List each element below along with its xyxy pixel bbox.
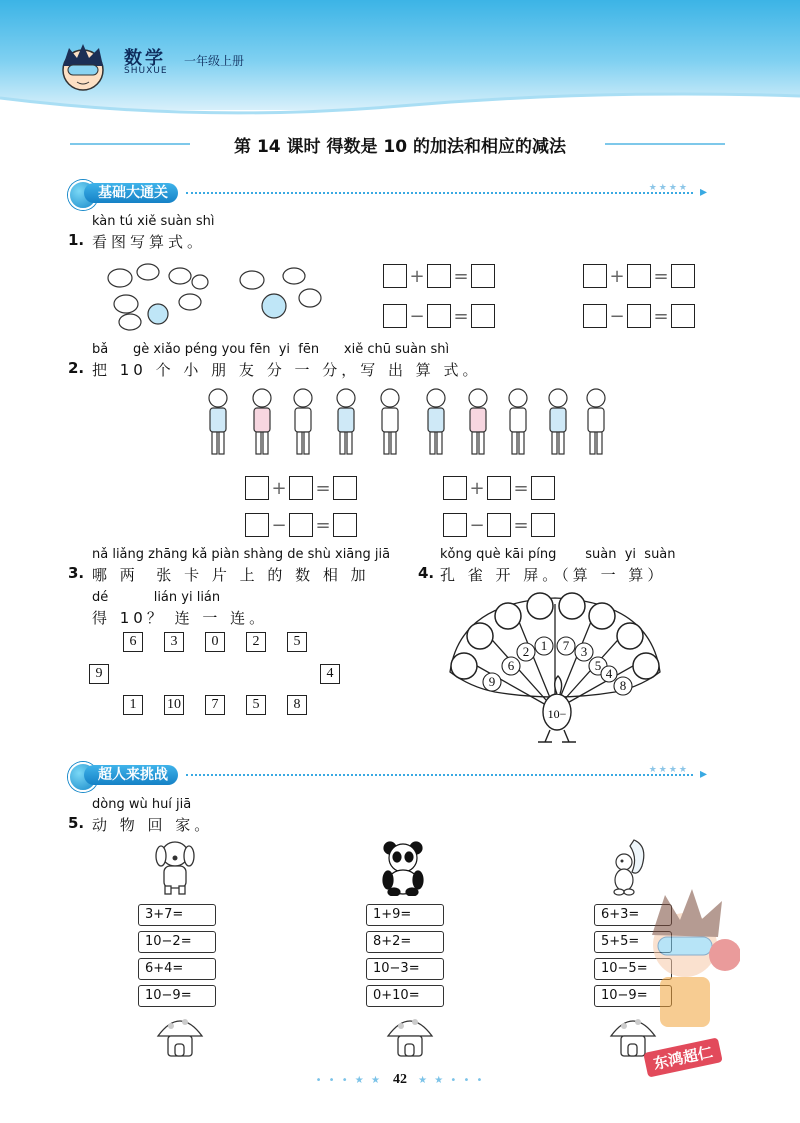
answer-box[interactable] — [583, 304, 607, 328]
feather-number: 1 — [540, 638, 548, 653]
answer-box[interactable] — [443, 476, 467, 500]
panda-problem[interactable]: 1+9= — [366, 904, 444, 926]
q1-number: 1. — [68, 231, 85, 249]
q1-equation-sub-2: − = — [583, 302, 695, 330]
number-card[interactable]: 10 — [164, 695, 184, 715]
q1-equation-add-2: + = — [583, 262, 695, 290]
answer-box[interactable] — [531, 513, 555, 537]
q1-equation-add-1: + = — [383, 262, 495, 290]
number-card[interactable]: 0 — [205, 632, 225, 652]
dog-problem[interactable]: 3+7= — [138, 904, 216, 926]
q4-text: 孔 雀 开 屏。（算 一 算） — [440, 566, 667, 584]
q2-equation-sub-1: − = — [245, 511, 357, 539]
q5-pinyin: dòng wù huí jiā — [92, 797, 192, 812]
answer-box[interactable] — [487, 513, 511, 537]
answer-box[interactable] — [333, 513, 357, 537]
feather-number: 9 — [488, 674, 496, 689]
q3-pinyin-1: nǎ liǎng zhāng kǎ piàn shàng de shù xiāng jiā — [92, 547, 391, 562]
section-label: 超人来挑战 — [84, 765, 178, 785]
q1-equation-sub-1: − = — [383, 302, 495, 330]
feather-number: 7 — [562, 638, 570, 653]
number-card[interactable]: 1 — [123, 695, 143, 715]
number-card[interactable]: 5 — [287, 632, 307, 652]
peacock-body-label: 10− — [547, 707, 567, 721]
feather-number: 5 — [594, 658, 602, 673]
squirrel-problem[interactable]: 5+5= — [594, 931, 672, 953]
answer-box[interactable] — [245, 513, 269, 537]
stars-icon: ★★★★ — [648, 183, 689, 193]
panda-icon — [378, 840, 428, 896]
section-banner-challenge — [68, 762, 713, 788]
number-card[interactable]: 3 — [164, 632, 184, 652]
answer-box[interactable] — [443, 513, 467, 537]
number-card[interactable]: 9 — [89, 664, 109, 684]
squirrel-problem[interactable]: 10−5= — [594, 958, 672, 980]
answer-box[interactable] — [531, 476, 555, 500]
answer-box[interactable] — [289, 513, 313, 537]
feather-number: 2 — [522, 644, 530, 659]
q1-text: 看图写算式。 — [92, 233, 207, 251]
q4-pinyin: kǒng què kāi píng suàn yi suàn — [440, 547, 676, 562]
q5-number: 5. — [68, 814, 85, 832]
q2-text: 把 10 个 小 朋 友 分 一 分，写 出 算 式。 — [92, 361, 482, 379]
number-card[interactable]: 4 — [320, 664, 340, 684]
q5-text: 动 物 回 家。 — [92, 816, 214, 834]
answer-box[interactable] — [671, 264, 695, 288]
q2-equation-add-2: + = — [443, 474, 555, 502]
cats-group-picture — [100, 258, 220, 333]
squirrel-problem[interactable]: 6+3= — [594, 904, 672, 926]
peacock-picture — [440, 592, 670, 747]
number-card[interactable]: 2 — [246, 632, 266, 652]
section-banner-basic — [68, 180, 713, 206]
children-picture — [200, 386, 620, 461]
q3-number: 3. — [68, 564, 85, 582]
q3-text-2: 得 10？ 连 一 连。 — [92, 609, 269, 627]
arrow-icon: ▸ — [699, 766, 707, 782]
mascot-icon — [55, 40, 111, 96]
answer-box[interactable] — [289, 476, 313, 500]
q2-equation-sub-2: − = — [443, 511, 555, 539]
grade-label: 一年级上册 — [184, 54, 245, 68]
q3-text-1: 哪 两 张 卡 片 上 的 数 相 加 — [92, 566, 370, 584]
panda-problem[interactable]: 0+10= — [366, 985, 444, 1007]
squirrel-problem[interactable]: 10−9= — [594, 985, 672, 1007]
answer-box[interactable] — [427, 264, 451, 288]
mushroom-house-icon — [155, 1012, 205, 1060]
feather-number: 8 — [619, 678, 627, 693]
dog-problem[interactable]: 6+4= — [138, 958, 216, 980]
number-card[interactable]: 7 — [205, 695, 225, 715]
answer-box[interactable] — [487, 476, 511, 500]
q1-pinyin: kàn tú xiě suàn shì — [92, 214, 215, 229]
answer-box[interactable] — [627, 264, 651, 288]
dog-icon — [152, 838, 198, 896]
watermark-mascot-logo — [630, 885, 740, 1045]
dots-decoration: • • • ★ ★ — [315, 1075, 382, 1086]
subject-title: 数学 — [124, 48, 166, 69]
number-card[interactable]: 5 — [246, 695, 266, 715]
q2-equation-add-1: + = — [245, 474, 357, 502]
feather-number: 6 — [507, 658, 515, 673]
panda-problem[interactable]: 8+2= — [366, 931, 444, 953]
page-footer — [0, 1068, 800, 1088]
page-number: 42 — [393, 1072, 407, 1087]
answer-box[interactable] — [383, 304, 407, 328]
section-label: 基础大通关 — [84, 183, 178, 203]
panda-problem[interactable]: 10−3= — [366, 958, 444, 980]
q2-number: 2. — [68, 359, 85, 377]
q3-pinyin-2: dé lián yi lián — [92, 590, 221, 605]
q2-pinyin: bǎ gè xiǎo péng you fēn yi fēn xiě chū suàn shì — [92, 342, 450, 357]
answer-box[interactable] — [583, 264, 607, 288]
number-card[interactable]: 8 — [287, 695, 307, 715]
q4-number: 4. — [418, 564, 435, 582]
subject-pinyin: SHUXUE — [124, 66, 168, 76]
feather-number: 3 — [580, 644, 588, 659]
answer-box[interactable] — [671, 304, 695, 328]
header-wave — [0, 88, 800, 128]
answer-box[interactable] — [471, 264, 495, 288]
number-card[interactable]: 6 — [123, 632, 143, 652]
answer-box[interactable] — [471, 304, 495, 328]
stars-icon: ★★★★ — [648, 765, 689, 775]
feather-number: 4 — [605, 666, 613, 681]
mushroom-house-icon — [385, 1012, 435, 1060]
answer-box[interactable] — [427, 304, 451, 328]
watermark-text: 东鸿超仁 — [643, 1037, 723, 1077]
answer-box[interactable] — [383, 264, 407, 288]
dog-problem[interactable]: 10−9= — [138, 985, 216, 1007]
dog-problem[interactable]: 10−2= — [138, 931, 216, 953]
dots-decoration: ★ ★ • • • — [418, 1075, 485, 1086]
cats-ball-picture — [232, 262, 332, 327]
answer-box[interactable] — [333, 476, 357, 500]
arrow-icon: ▸ — [699, 184, 707, 200]
lesson-title: 第 14 课时 得数是 10 的加法和相应的减法 — [234, 137, 566, 157]
answer-box[interactable] — [627, 304, 651, 328]
answer-box[interactable] — [245, 476, 269, 500]
